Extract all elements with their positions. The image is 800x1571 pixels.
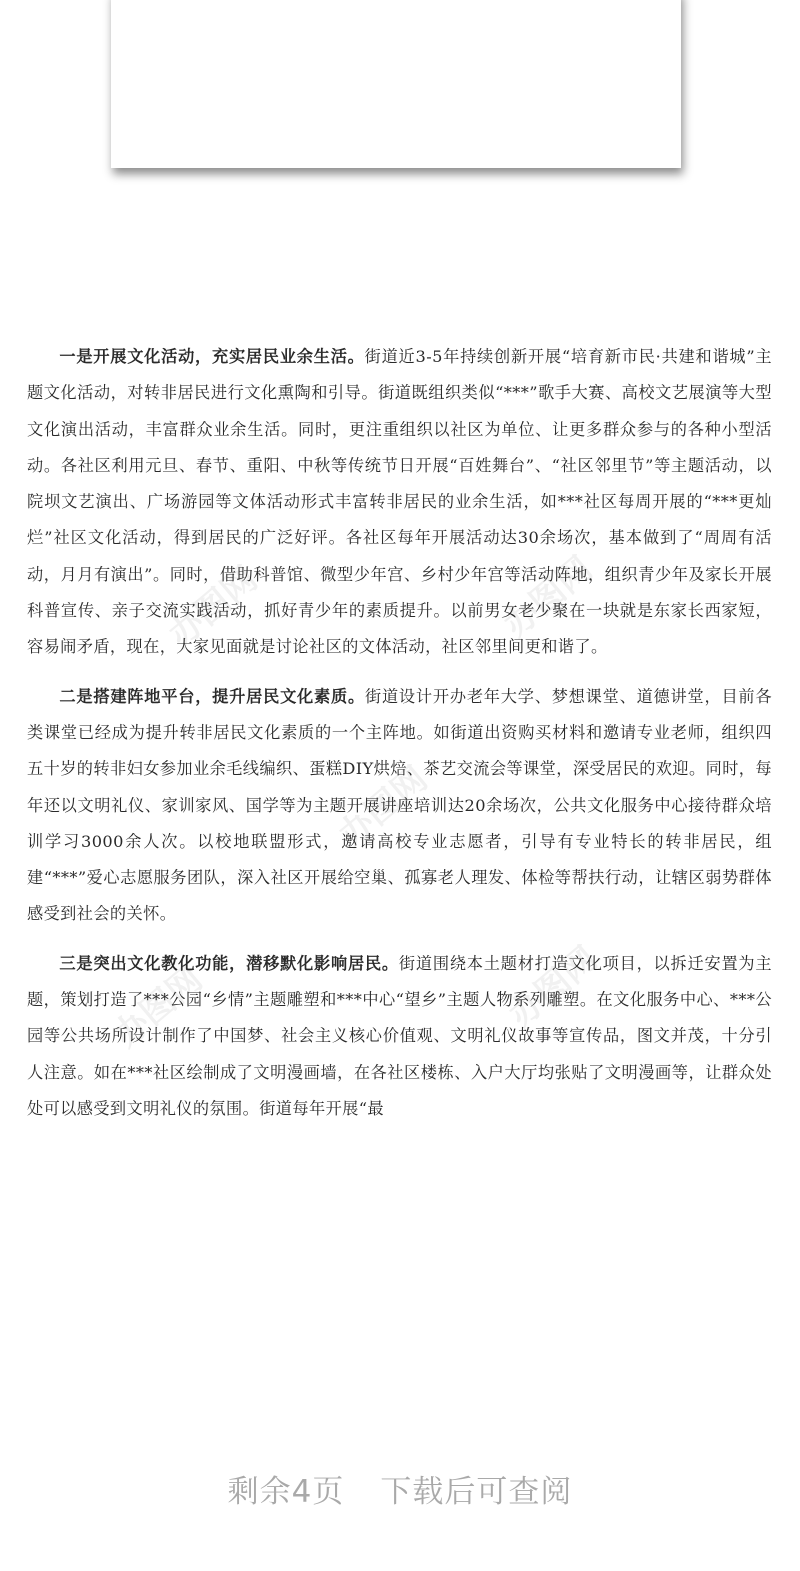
paragraph-1 xyxy=(27,339,772,666)
paragraph-3-body: 街道围绕本土题材打造文化项目，以拆迁安置为主题，策划打造了***公园“乡情”主题雕塑和***中心“望乡”主题人物系列雕塑。在文化服务中心、***公园等公共场所设计制作了中国梦、社会主义核心价值观、文明礼仪故事等宣传品，图文并茂，十分引人注意。如在***社区绘制成了文明漫画墙，在各社区楼栋、入户大厅均张贴了文明漫画等，让群众处处可以感受到文明礼仪的氛围。街道每年开展“最 xyxy=(27,953,772,1118)
document-body xyxy=(27,339,772,1127)
paragraph-1-body: 街道近3-5年持续创新开展“培育新市民·共建和谐城”主题文化活动，对转非居民进行文化熏陶和引导。街道既组织类似“***”歌手大赛、高校文艺展演等大型文化演出活动，丰富群众业余生活。同时，更注重组织以社区为单位、让更多群众参与的各种小型活动。各社区利用元旦、春节、重阳、中秋等传统节日开展“百姓舞台”、“社区邻里节”等主题活动，以院坝文艺演出、广场游园等文体活动形式丰富转非居民的业余生活，如***社区每周开展的“***更灿烂”社区文化活动，得到居民的广泛好评。各社区每年开展活动达30余场次，基本做到了“周周有活动，月月有演出”。同时，借助科普馆、微型少年宫、乡村少年宫等活动阵地，组织青少年及家长开展科普宣传、亲子交流实践活动，抓好青少年的素质提升。以前男女老少聚在一块就是东家长西家短，容易闹矛盾，现在，大家见面就是讨论社区的文体活动，社区邻里间更和谐了。 xyxy=(27,347,773,657)
watermark: 办图网 xyxy=(501,939,606,1036)
paragraph-3-lead: 三是突出文化教化功能，潜移默化影响居民。 xyxy=(59,953,399,973)
paragraph-2 xyxy=(27,679,772,933)
remaining-pages-label: 剩余4页 xyxy=(227,1474,345,1510)
download-to-view-label[interactable]: 下载后可查阅 xyxy=(380,1474,573,1510)
paragraph-1-lead: 一是开展文化活动，充实居民业余生活。 xyxy=(59,347,365,366)
watermark: 办图网 xyxy=(496,549,601,646)
watermark: 办图网 xyxy=(106,959,211,1056)
watermark: 办图网 xyxy=(331,759,436,856)
paragraph-2-lead: 二是搭建阵地平台，提升居民文化素质。 xyxy=(59,686,365,706)
paragraph-3 xyxy=(27,946,772,1127)
previous-page-sheet xyxy=(111,0,681,168)
download-prompt[interactable] xyxy=(0,1466,800,1511)
paragraph-2-body: 街道设计开办老年大学、梦想课堂、道德讲堂，目前各类课堂已经成为提升转非居民文化素质的一个主阵地。如街道出资购买材料和邀请专业老师，组织四五十岁的转非妇女参加业余毛线编织、蛋糕DIY烘焙、茶艺交流会等课堂，深受居民的欢迎。同时，每年还以文明礼仪、家训家风、国学等为主题开展讲座培训达20余场次，公共文化服务中心接待群众培训学习3000余人次。以校地联盟形式，邀请高校专业志愿者，引导有专业特长的转非居民，组建“***”爱心志愿服务团队，深入社区开展给空巢、孤寡老人理发、体检等帮扶行动，让辖区弱势群体感受到社会的关怀。 xyxy=(27,686,772,924)
watermark: 办图网 xyxy=(161,559,266,656)
